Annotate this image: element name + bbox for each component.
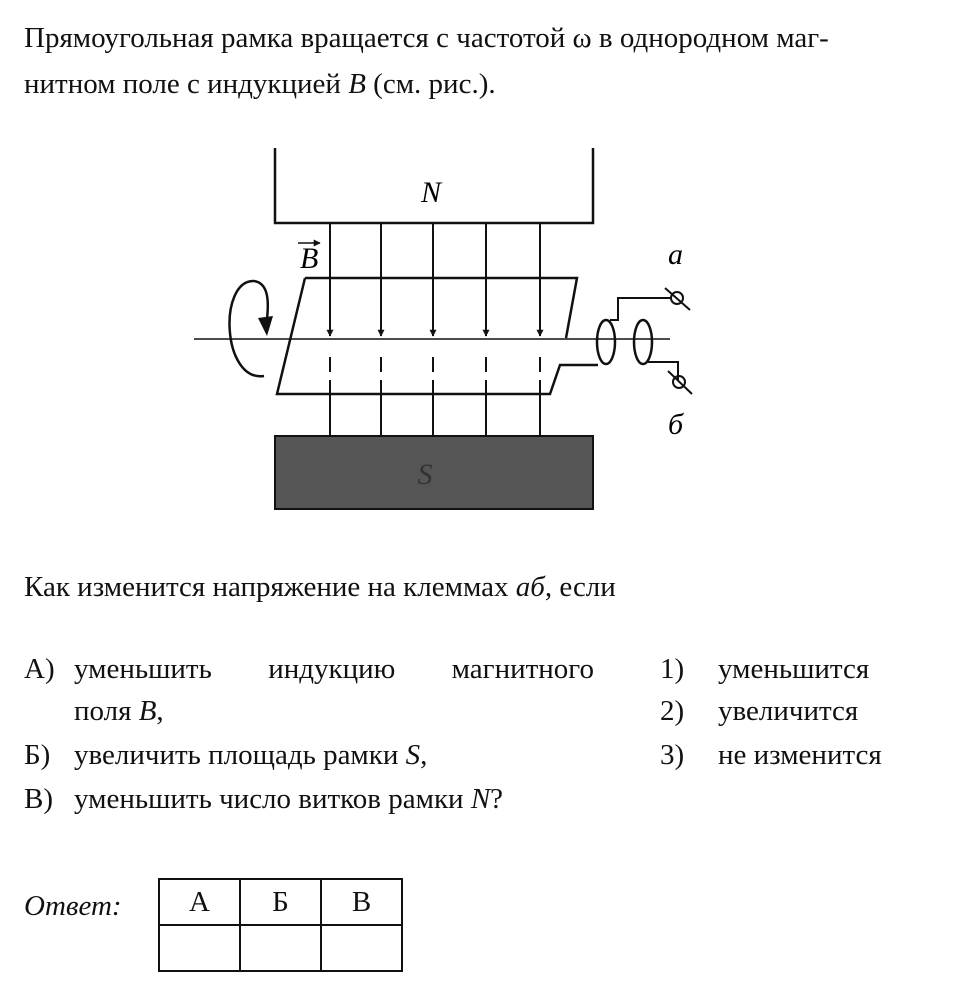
option-a-var: B	[138, 695, 157, 727]
intro-text-end: (см. рис.).	[365, 68, 496, 100]
answer-table	[158, 878, 403, 972]
option-v-text	[74, 785, 503, 814]
option-a-word-2: индукцию	[268, 653, 396, 685]
option-v-var: N	[470, 783, 491, 815]
terminal-b-label: б	[668, 408, 684, 441]
result-1-text: уменьшится	[718, 653, 870, 685]
result-2-number: 2)	[660, 695, 685, 727]
field-lines	[330, 223, 540, 436]
answer-cell-a[interactable]	[159, 925, 240, 971]
option-a-line-2-text: поля	[74, 695, 139, 727]
answer-header-v: В	[321, 879, 402, 925]
question-text	[24, 573, 616, 602]
answer-header-b: Б	[240, 879, 321, 925]
field-label: B	[300, 242, 319, 275]
option-a-word-3: магнитного	[451, 653, 594, 685]
option-a-text	[74, 655, 594, 684]
option-b-var: S	[405, 739, 421, 771]
answer-cell-v[interactable]	[321, 925, 402, 971]
slip-rings	[597, 320, 652, 364]
answer-header-a: А	[159, 879, 240, 925]
result-1-number: 1)	[660, 653, 685, 685]
result-2-text: увеличится	[718, 695, 859, 727]
option-b-text	[74, 741, 427, 770]
question-var: аб	[515, 571, 545, 603]
rotating-frame	[277, 278, 598, 394]
option-a-line-2-end: ,	[156, 695, 164, 727]
option-a-line-2	[74, 697, 164, 726]
option-b-text-pre: увеличить площадь рамки	[74, 739, 406, 771]
question-post: , если	[544, 571, 616, 603]
option-v-letter: В)	[24, 783, 53, 815]
option-v-text-pre: уменьшить число витков рамки	[74, 783, 471, 815]
south-magnet	[275, 436, 593, 509]
option-b-letter: Б)	[24, 739, 51, 771]
rotation-arrow	[230, 281, 268, 376]
terminal-a-label: а	[668, 238, 683, 271]
rotation-arrowhead	[258, 316, 273, 336]
option-a-letter: А)	[24, 653, 55, 685]
wire-a	[610, 298, 672, 320]
result-3-text: не изменится	[718, 739, 882, 771]
answer-header-row	[159, 879, 402, 925]
option-a-word-1: уменьшить	[74, 653, 212, 685]
option-v-text-end: ?	[490, 783, 504, 815]
terminal-b-symbol	[668, 371, 692, 394]
question-pre: Как изменится напряжение на клеммах	[24, 571, 516, 603]
intro-text: нитном поле с индукцией	[24, 68, 349, 100]
intro-line-1: Прямоугольная рамка вращается с частотой ω в однородном маг-	[24, 22, 829, 54]
option-b-text-end: ,	[420, 739, 428, 771]
north-label: N	[420, 176, 442, 209]
answer-input-row	[159, 925, 402, 971]
south-label: S	[417, 458, 433, 491]
answer-cell-b[interactable]	[240, 925, 321, 971]
intro-var-b: B	[348, 68, 366, 100]
result-3-number: 3)	[660, 739, 685, 771]
answer-label: Ответ:	[24, 890, 122, 922]
